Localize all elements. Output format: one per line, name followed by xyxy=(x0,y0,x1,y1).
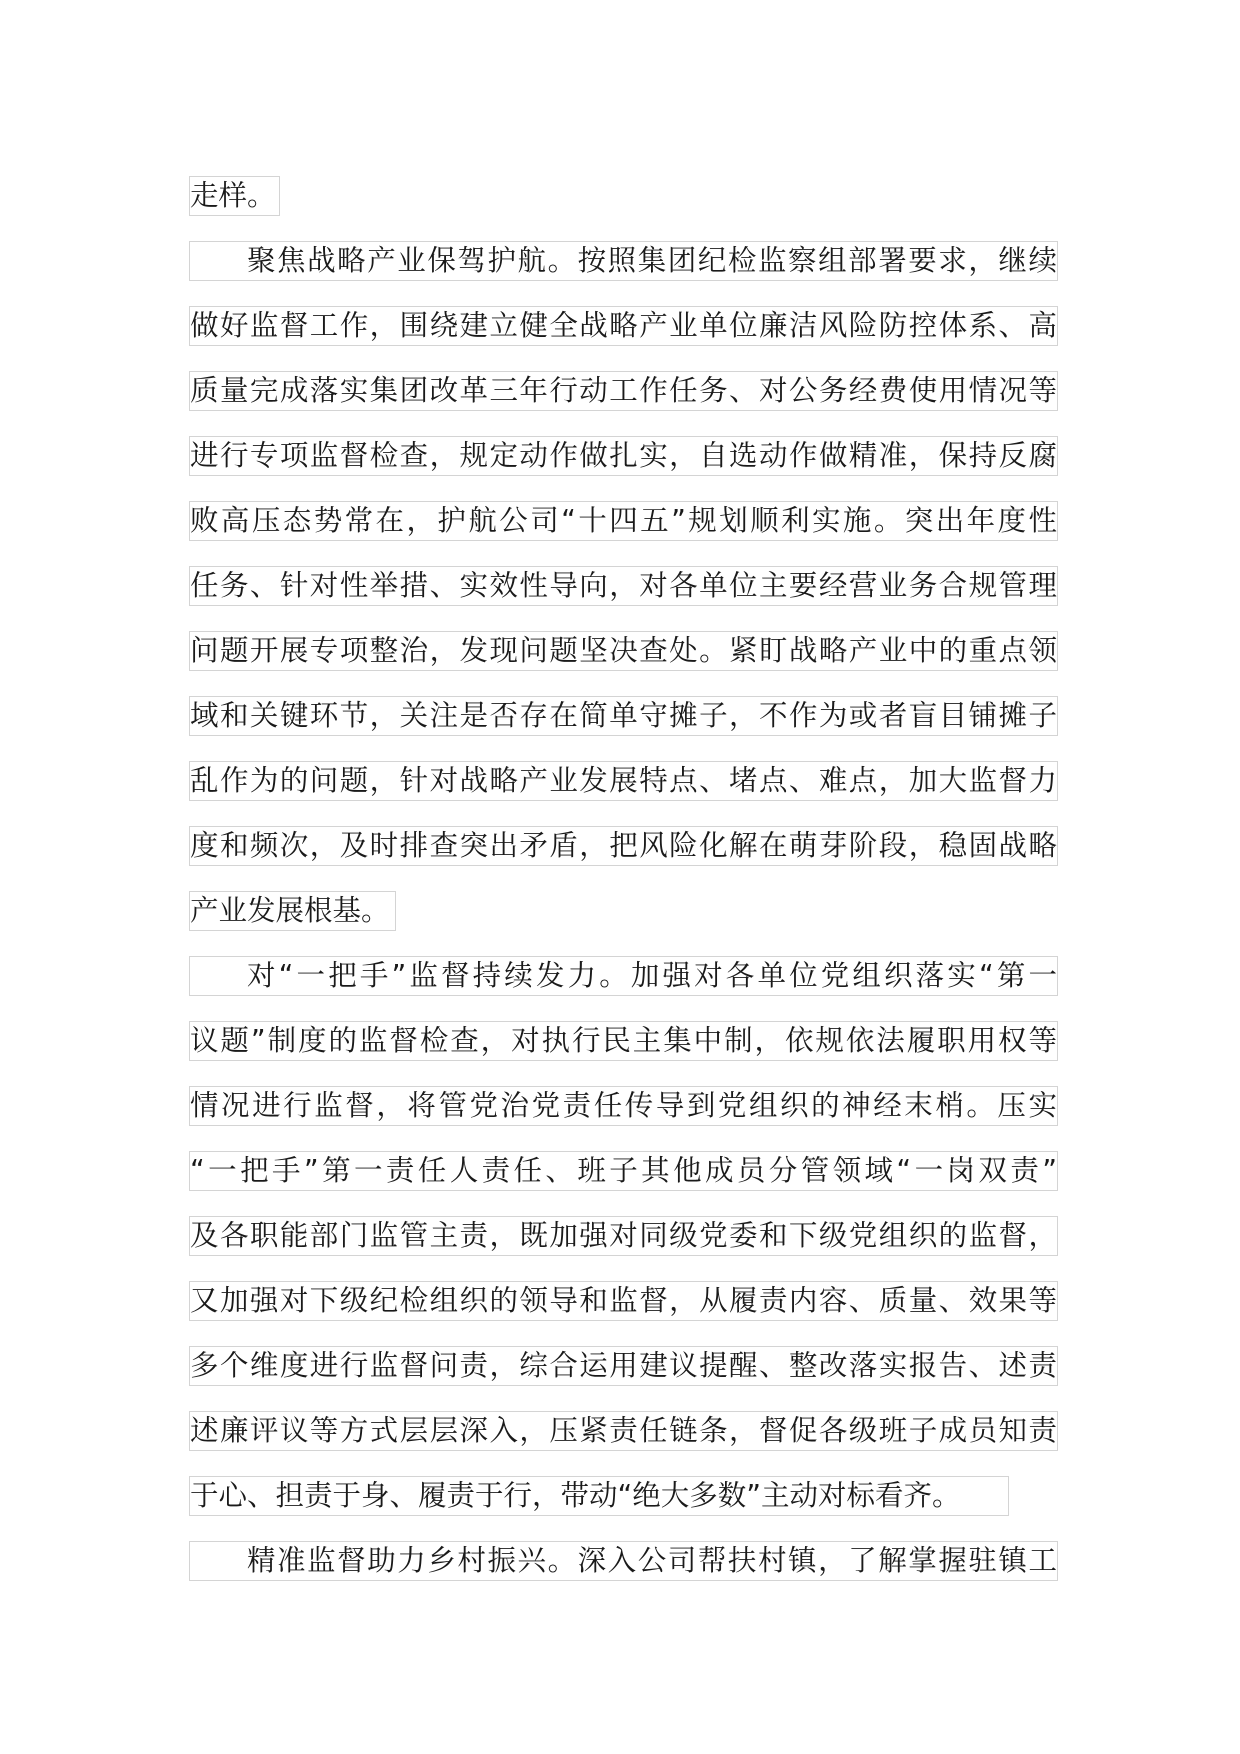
text-line: 又加强对下级纪检组织的领导和监督，从履责内容、质量、效果等 xyxy=(189,1281,1058,1321)
text-line: 质量完成落实集团改革三年行动工作任务、对公务经费使用情况等 xyxy=(189,371,1058,411)
text-line: 乱作为的问题，针对战略产业发展特点、堵点、难点，加大监督力 xyxy=(189,761,1058,801)
text-line: “一把手”第一责任人责任、班子其他成员分管领域“一岗双责” xyxy=(189,1151,1058,1191)
text-line: 域和关键环节，关注是否存在简单守摊子，不作为或者盲目铺摊子 xyxy=(189,696,1058,736)
text-line: 进行专项监督检查，规定动作做扎实，自选动作做精准，保持反腐 xyxy=(189,436,1058,476)
text-line: 产业发展根基。 xyxy=(189,891,396,931)
text-line: 多个维度进行监督问责，综合运用建议提醒、整改落实报告、述责 xyxy=(189,1346,1058,1386)
text-line: 度和频次，及时排查突出矛盾，把风险化解在萌芽阶段，稳固战略 xyxy=(189,826,1058,866)
text-line: 于心、担责于身、履责于行，带动“绝大多数”主动对标看齐。 xyxy=(189,1476,1009,1516)
text-line: 败高压态势常在，护航公司“十四五”规划顺利实施。突出年度性 xyxy=(189,501,1058,541)
text-line: 任务、针对性举措、实效性导向，对各单位主要经营业务合规管理 xyxy=(189,566,1058,606)
text-line: 问题开展专项整治，发现问题坚决查处。紧盯战略产业中的重点领 xyxy=(189,631,1058,671)
text-line: 情况进行监督，将管党治党责任传导到党组织的神经末梢。压实 xyxy=(189,1086,1058,1126)
text-line: 做好监督工作，围绕建立健全战略产业单位廉洁风险防控体系、高 xyxy=(189,306,1058,346)
paragraph-first-line: 聚焦战略产业保驾护航。按照集团纪检监察组部署要求，继续 xyxy=(189,241,1058,281)
paragraph-first-line: 对“一把手”监督持续发力。加强对各单位党组织落实“第一 xyxy=(189,956,1058,996)
paragraph-first-line: 精准监督助力乡村振兴。深入公司帮扶村镇，了解掌握驻镇工 xyxy=(189,1541,1058,1581)
text-line: 走样。 xyxy=(189,176,280,216)
text-line: 述廉评议等方式层层深入，压紧责任链条，督促各级班子成员知责 xyxy=(189,1411,1058,1451)
text-line: 及各职能部门监管主责，既加强对同级党委和下级党组织的监督， xyxy=(189,1216,1058,1256)
text-line: 议题”制度的监督检查，对执行民主集中制，依规依法履职用权等 xyxy=(189,1021,1058,1061)
